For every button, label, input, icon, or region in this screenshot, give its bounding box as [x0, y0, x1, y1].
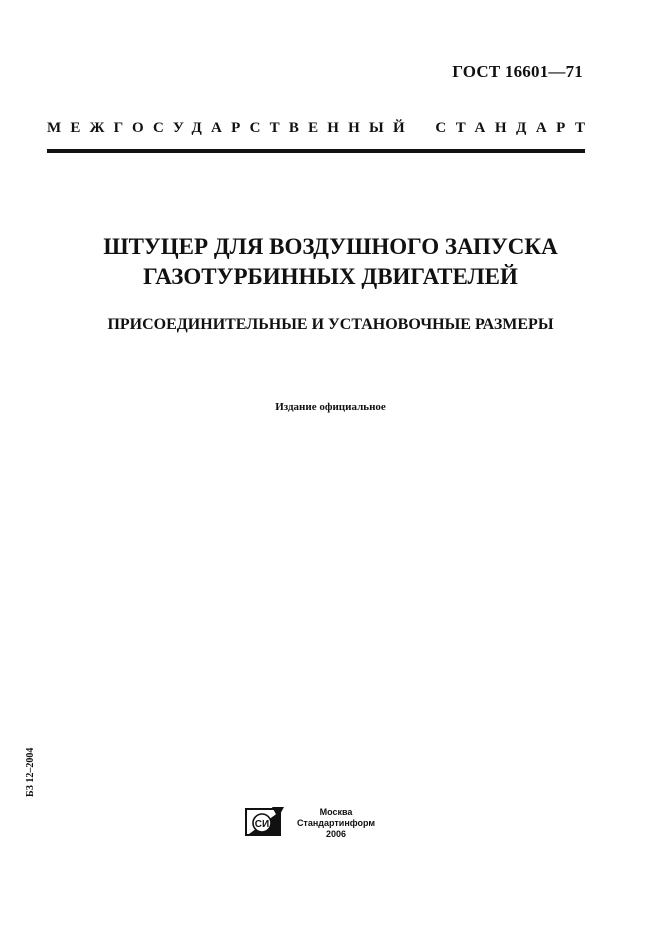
standartinform-logo-icon [245, 806, 285, 838]
publisher-imprint [296, 807, 376, 840]
title-line-2: ГАЗОТУРБИННЫХ ДВИГАТЕЛЕЙ [143, 264, 518, 289]
interstate-standard-label [47, 120, 595, 137]
gost-number: ГОСТ 16601—71 [452, 62, 583, 81]
logo-text: СИ [254, 819, 270, 830]
side-code: БЗ 12–2004 [25, 747, 36, 797]
edition-note: Издание официальное [275, 401, 386, 413]
standard-word: СТАНДАРТ [435, 120, 595, 136]
publisher-name: Стандартинформ [296, 818, 376, 828]
publisher-city: Москва [319, 807, 353, 817]
interstate-word: МЕЖГОСУДАРСТВЕННЫЙ [47, 120, 414, 136]
title-line-1: ШТУЦЕР ДЛЯ ВОЗДУШНОГО ЗАПУСКА [103, 234, 558, 259]
document-title [0, 232, 661, 292]
document-subtitle: ПРИСОЕДИНИТЕЛЬНЫЕ И УСТАНОВОЧНЫЕ РАЗМЕРЫ [107, 316, 554, 333]
header-divider [47, 149, 585, 153]
publisher-year: 2006 [325, 829, 347, 839]
